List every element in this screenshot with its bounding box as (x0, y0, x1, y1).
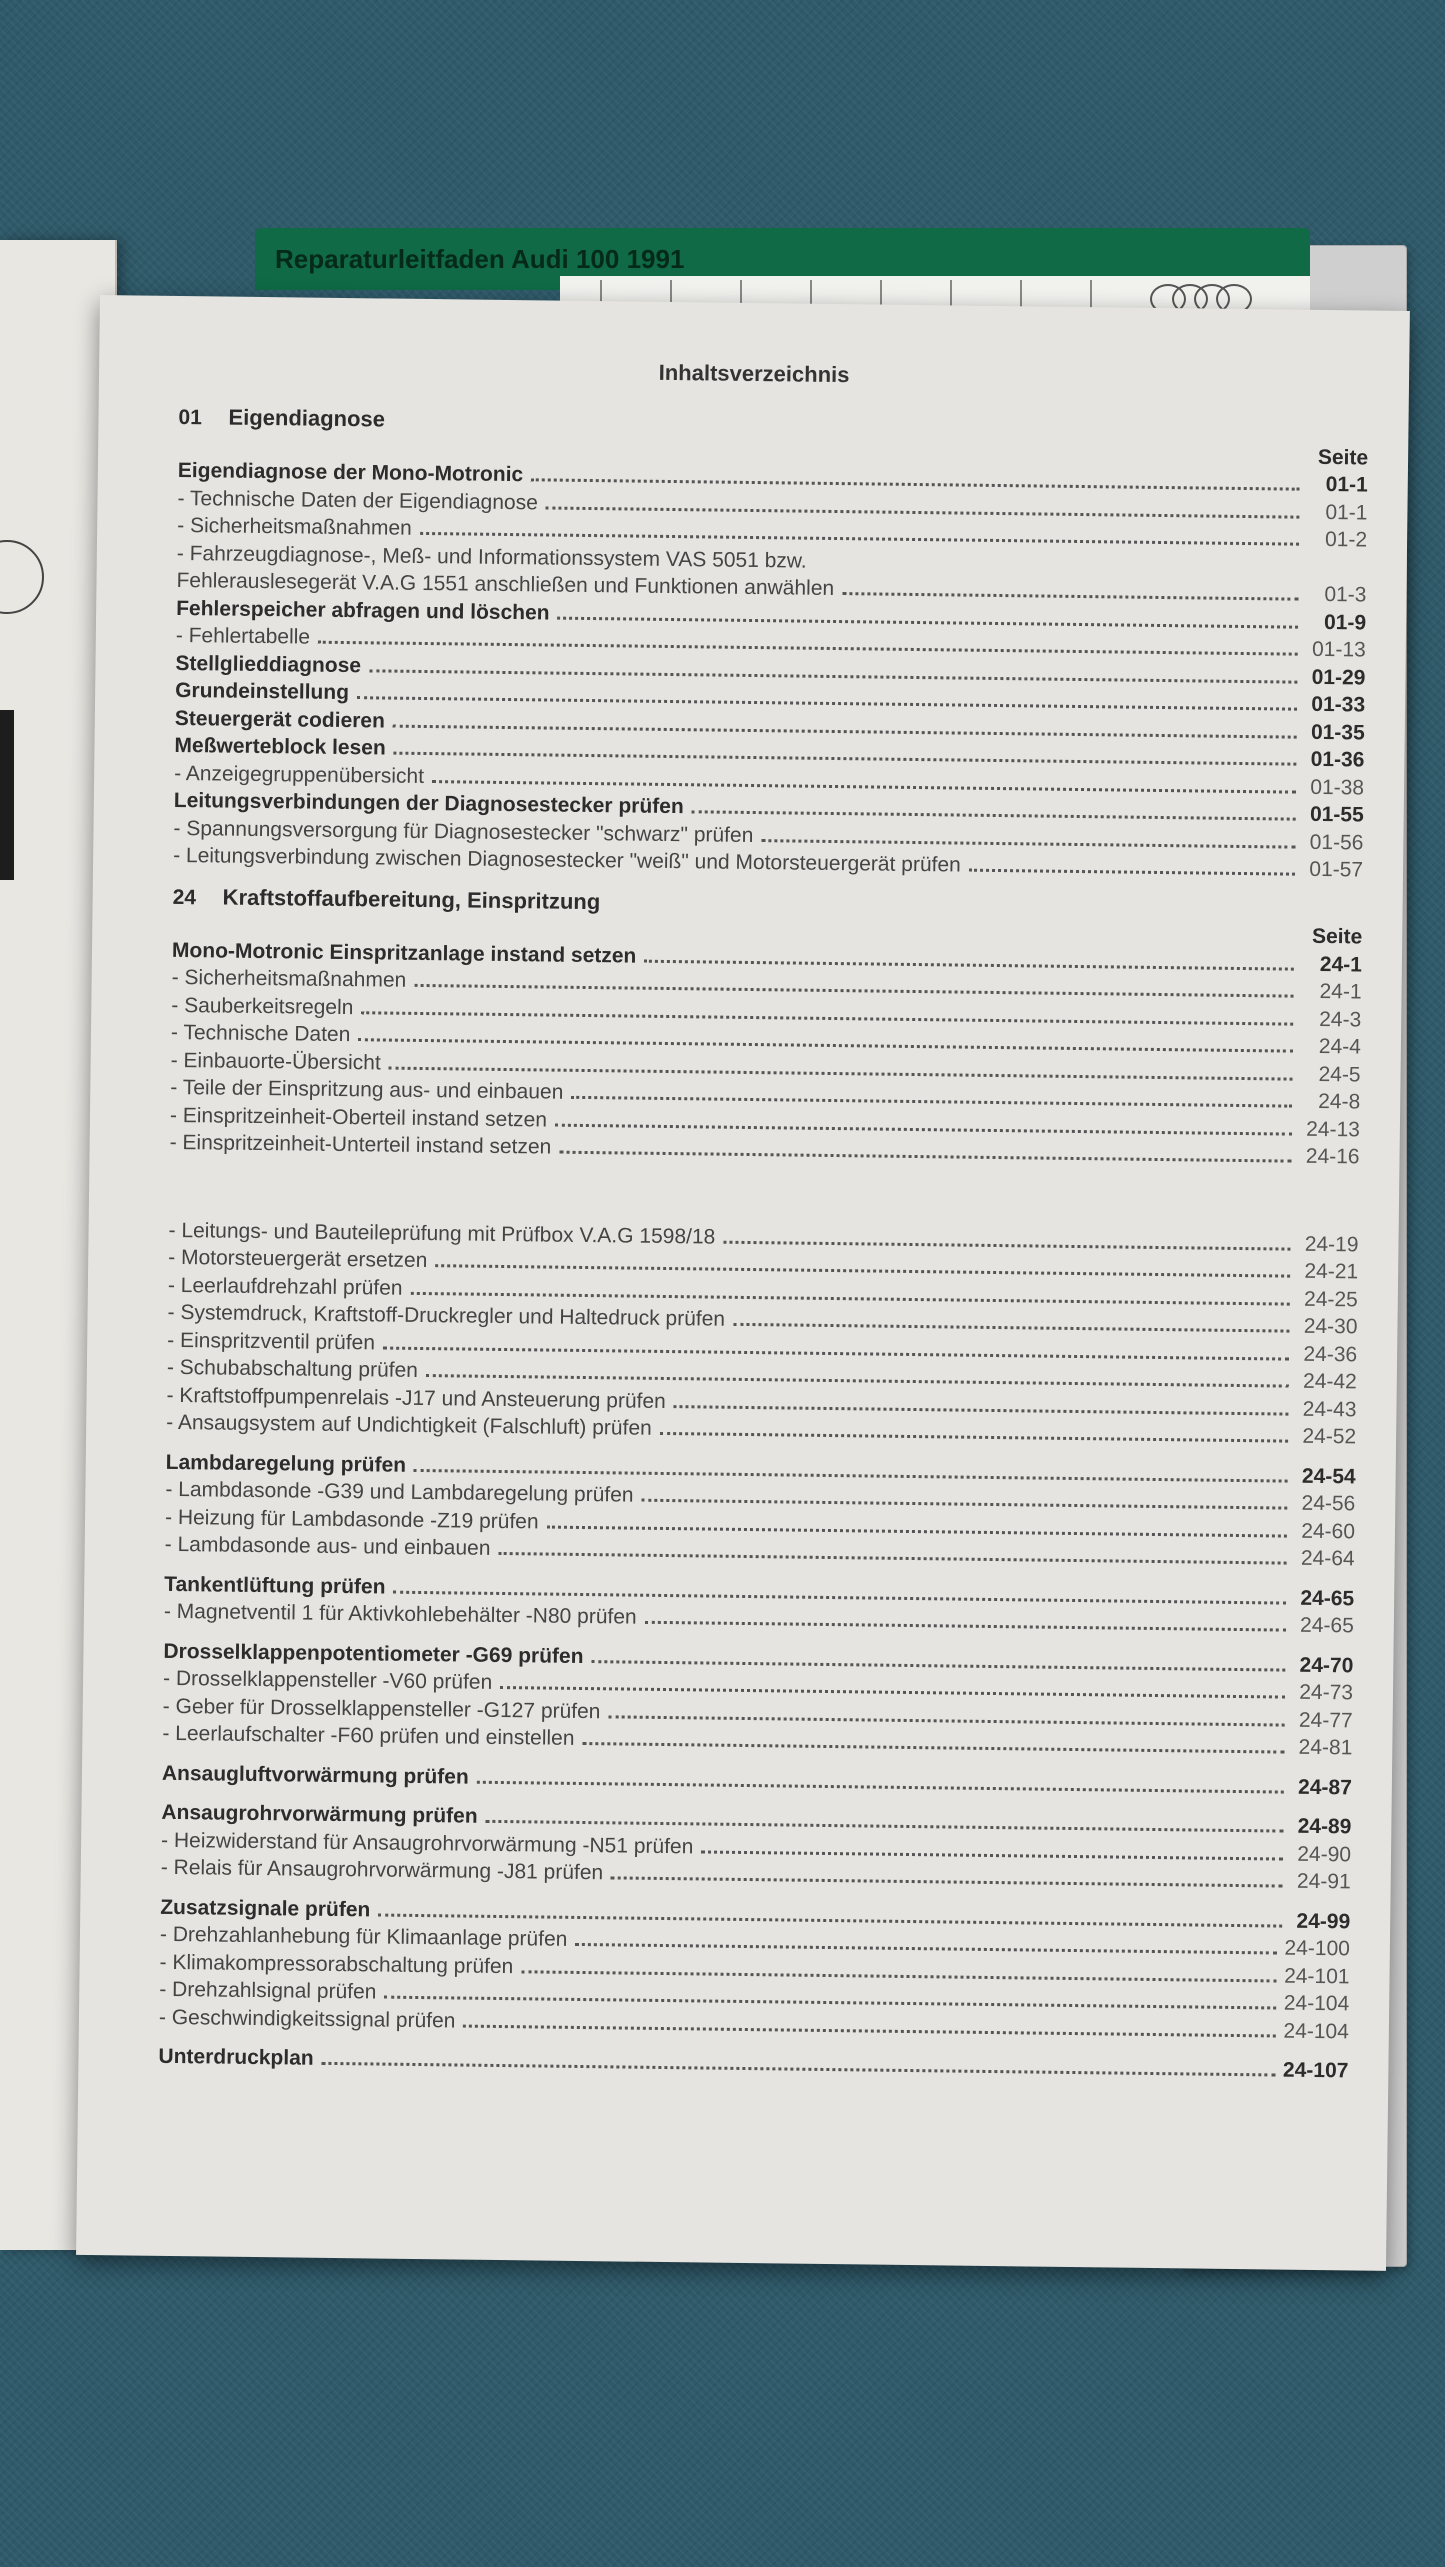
entry-page: 24-1 (1319, 979, 1362, 1004)
entry-page: 24-100 (1284, 1936, 1351, 1961)
entry-text: - Lambdasonde aus- und einbauen (164, 1532, 491, 1560)
entry-text: - Technische Daten (170, 1020, 351, 1047)
entry-text: - Sauberkeitsregeln (171, 993, 354, 1019)
entry-text: - Kraftstoffpumpenrelais -J17 und Ansteuerung prüfen (166, 1383, 666, 1413)
dot-leader (547, 1525, 1287, 1537)
entry-text: Drosselklappenpotentiometer -G69 prüfen (163, 1639, 584, 1668)
entry-text: - Drosselklappensteller -V60 prüfen (162, 1666, 493, 1694)
dot-leader (842, 592, 1298, 601)
dot-leader (357, 696, 1297, 710)
entry-page: 01-13 (1311, 637, 1366, 662)
binder-clip (0, 710, 14, 880)
entry-page: 24-3 (1319, 1007, 1362, 1031)
entry-page: 01-38 (1310, 775, 1365, 799)
entry-text: Ansaugluftvorwärmung prüfen (161, 1761, 469, 1789)
entry-page: 24-8 (1318, 1089, 1361, 1114)
entry-text: - Magnetventil 1 für Aktivkohlebehälter -N80 prüfen (163, 1599, 637, 1629)
dot-leader (611, 1876, 1283, 1887)
dot-leader (500, 1686, 1285, 1699)
entry-page: 24-107 (1282, 2058, 1349, 2083)
entry-page: 24-19 (1304, 1232, 1359, 1256)
entry-page: 24-104 (1283, 2019, 1350, 2043)
dot-leader (378, 1913, 1282, 1927)
entry-text: - Einspritzventil prüfen (167, 1328, 376, 1354)
dot-leader (558, 616, 1299, 628)
dot-leader (435, 1264, 1290, 1277)
entry-text: - Heizwiderstand für Ansaugrohrvorwärmung -N51 prüfen (160, 1828, 694, 1858)
entries-24a (169, 938, 1362, 1173)
dot-leader (701, 1850, 1283, 1860)
dot-leader (723, 1240, 1290, 1250)
dot-leader (674, 1405, 1289, 1416)
entry-text: Lambdaregelung prüfen (165, 1450, 407, 1477)
dot-leader (358, 1038, 1293, 1052)
entry-page: 24-42 (1302, 1369, 1357, 1394)
dot-leader (322, 2062, 1275, 2077)
dot-leader (318, 641, 1298, 656)
entry-text: - Relais für Ansaugrohrvorwärmung -J81 prüfen (160, 1855, 604, 1885)
dot-leader (393, 1590, 1286, 1604)
section-title: Kraftstoffaufbereitung, Einspritzung (222, 884, 601, 914)
entry-text: - Leitungs- und Bauteileprüfung mit Prüfbox V.A.G 1598/18 (168, 1218, 716, 1249)
entry-text: - Ansaugsystem auf Undichtigkeit (Falschluft) prüfen (166, 1410, 652, 1440)
dot-leader (426, 1374, 1289, 1388)
entry-text: Steuergerät codieren (174, 706, 386, 733)
dot-leader (498, 1552, 1286, 1565)
toc-page (76, 295, 1410, 2271)
dot-leader (571, 1096, 1292, 1108)
entry-page (1307, 573, 1367, 574)
dot-leader (414, 984, 1293, 998)
entry-page: 24-21 (1304, 1259, 1359, 1284)
entry-page: 24-25 (1303, 1287, 1358, 1311)
entry-text: - Schubabschaltung prüfen (166, 1355, 419, 1382)
binder-ring (0, 540, 44, 614)
entry-text: Eigendiagnose der Mono-Motronic (177, 458, 524, 487)
entry-text: - Leerlaufschalter -F60 prüfen und einstellen (162, 1721, 575, 1750)
entry-text: - Spannungsversorgung für Diagnosestecker "schwarz" prüfen (173, 816, 754, 847)
entry-page: 24-87 (1298, 1775, 1353, 1799)
entry-page: 24-60 (1301, 1519, 1356, 1543)
dot-leader (394, 752, 1297, 766)
dot-leader (644, 959, 1294, 970)
dot-leader (660, 1432, 1288, 1443)
dot-leader (582, 1742, 1284, 1754)
entry-text: - Leerlaufdrehzahl prüfen (167, 1273, 403, 1300)
dot-leader (531, 478, 1300, 490)
entry-page: 01-1 (1325, 472, 1368, 497)
entry-text: - Teile der Einspritzung aus- und einbauen (170, 1075, 564, 1104)
entry-text: - Fahrzeugdiagnose-, Meß- und Informationssystem VAS 5051 bzw. (176, 541, 807, 573)
entry-page: 24-16 (1305, 1144, 1360, 1169)
entry-text: - Technische Daten der Eigendiagnose (177, 486, 538, 514)
entry-page: 01-2 (1324, 527, 1368, 552)
entry-page: 01-1 (1325, 500, 1368, 524)
dot-leader (546, 506, 1300, 518)
dot-leader (761, 839, 1295, 849)
entry-page: 01-55 (1309, 802, 1364, 827)
entry-page: 24-101 (1284, 1964, 1350, 1988)
dot-leader (733, 1323, 1289, 1333)
entry-text: Unterdruckplan (158, 2044, 314, 2070)
dot-leader (414, 1468, 1288, 1482)
entry-page: 01-36 (1310, 747, 1365, 772)
entry-page: 24-104 (1283, 1991, 1350, 2016)
entry-text: Zusatzsignale prüfen (160, 1895, 371, 1921)
dot-leader (369, 669, 1297, 683)
section-number: 24 (172, 885, 197, 909)
entry-page: 24-13 (1306, 1117, 1361, 1141)
entry-text: Grundeinstellung (175, 678, 350, 705)
dot-leader (815, 567, 1299, 573)
entry-page: 01-56 (1309, 830, 1364, 854)
entry-page: 24-81 (1298, 1735, 1353, 1760)
entry-page: 24-64 (1300, 1546, 1355, 1571)
entry-page: 01-35 (1310, 720, 1365, 744)
entry-text: - Heizung für Lambdasonde -Z19 prüfen (164, 1505, 539, 1533)
entry-text: Meßwerteblock lesen (174, 733, 386, 760)
entry-page: 24-4 (1318, 1034, 1362, 1059)
entry-text: - Anzeigegruppenübersicht (174, 761, 425, 788)
entry-text: Stellglieddiagnose (175, 651, 362, 677)
entry-text: - Sicherheitsmaßnahmen (177, 513, 412, 540)
dot-leader (645, 1621, 1286, 1632)
entry-page: 24-56 (1301, 1491, 1356, 1516)
entry-page: 24-43 (1302, 1397, 1357, 1421)
entries-01 (173, 459, 1368, 886)
dot-leader (575, 1943, 1276, 1955)
dot-leader (521, 1970, 1276, 1982)
dot-leader (486, 1820, 1284, 1833)
dot-leader (477, 1780, 1284, 1793)
entry-text: Mono-Motronic Einspritzanlage instand setzen (171, 938, 637, 968)
entry-page: 01-33 (1311, 692, 1366, 717)
dot-leader (420, 532, 1299, 546)
dot-leader (591, 1660, 1285, 1671)
entry-page: 24-5 (1318, 1062, 1361, 1086)
section-number: 01 (178, 405, 203, 430)
entry-text: - Sicherheitsmaßnahmen (171, 965, 407, 992)
entry-page: 24-54 (1301, 1464, 1356, 1488)
entry-text: - Einspritzeinheit-Oberteil instand setzen (169, 1103, 548, 1132)
entry-text: - Motorsteuergerät ersetzen (168, 1245, 428, 1273)
entry-text: - Geber für Drosselklappensteller -G127 prüfen (162, 1694, 601, 1723)
entry-text: - Geschwindigkeitssignal prüfen (158, 2005, 456, 2032)
entry-text: - Leitungsverbindung zwischen Diagnosestecker "weiß" und Motorsteuergerät prüfen (173, 843, 961, 877)
entry-text: - Drehzahlsignal prüfen (159, 1977, 377, 2004)
entry-page: 24-30 (1303, 1314, 1358, 1339)
entry-page: 24-77 (1298, 1708, 1353, 1732)
dot-leader (432, 780, 1296, 794)
entry-page: 24-70 (1299, 1653, 1354, 1677)
entry-page: 01-29 (1311, 665, 1366, 689)
dot-leader (384, 1996, 1275, 2010)
entry-text: - Einspritzeinheit-Unterteil instand setzen (169, 1130, 552, 1159)
dot-leader (389, 1066, 1293, 1080)
page-title: Inhaltsverzeichnis (658, 359, 850, 388)
entry-page: 24-99 (1296, 1909, 1351, 1933)
dot-leader (555, 1123, 1292, 1135)
entry-page: 24-65 (1300, 1586, 1355, 1610)
binder-tab: Reparaturleitfaden Audi 100 1991 (255, 228, 1310, 290)
entry-text: Ansaugrohrvorwärmung prüfen (161, 1800, 478, 1828)
entry-page: 01-9 (1323, 610, 1367, 634)
entry-page: 24-36 (1303, 1342, 1358, 1366)
dot-leader (692, 810, 1296, 820)
entries-24b (158, 1218, 1358, 2086)
dot-leader (641, 1499, 1287, 1510)
entry-text: - Fehlertabelle (175, 623, 311, 649)
dot-leader (383, 1346, 1289, 1360)
entry-page: 24-1 (1319, 952, 1363, 976)
entry-text: Tankentlüftung prüfen (164, 1572, 386, 1599)
entry-page: 24-73 (1299, 1680, 1354, 1705)
table-of-contents (158, 404, 1368, 2087)
dot-leader (410, 1291, 1289, 1305)
entry-page: 24-65 (1299, 1613, 1354, 1638)
dot-leader (361, 1011, 1293, 1025)
seite-label: Seite (1317, 445, 1369, 470)
entry-text: - Systemdruck, Kraftstoff-Druckregler und Haltedruck prüfen (167, 1300, 726, 1331)
entry-page: 24-90 (1297, 1842, 1352, 1866)
entry-text: - Einbauorte-Übersicht (170, 1048, 381, 1074)
entry-page: 24-91 (1296, 1869, 1351, 1894)
dot-leader (969, 869, 1295, 876)
dot-leader (393, 724, 1297, 738)
entry-text: Leitungsverbindungen der Diagnosestecker prüfen (173, 788, 684, 819)
entry-page: 24-89 (1297, 1814, 1352, 1839)
dot-leader (463, 2024, 1275, 2037)
dot-leader (608, 1715, 1284, 1726)
entry-text: - Klimakompressorabschaltung prüfen (159, 1950, 514, 1978)
seite-label: Seite (1311, 924, 1363, 949)
entry-page: 01-57 (1309, 857, 1364, 882)
entry-page: 24-52 (1302, 1424, 1357, 1449)
entry-text: Fehlerauslesegerät V.A.G 1551 anschließen und Funktionen anwählen (176, 568, 835, 600)
entry-text: Fehlerspeicher abfragen und löschen (176, 596, 550, 625)
entry-text: - Drehzahlanhebung für Klimaanlage prüfen (159, 1922, 568, 1951)
section-title: Eigendiagnose (228, 404, 386, 432)
dot-leader (559, 1151, 1291, 1163)
entry-page: 01-3 (1324, 582, 1367, 607)
entry-text: - Lambdasonde -G39 und Lambdaregelung prüfen (165, 1477, 634, 1507)
